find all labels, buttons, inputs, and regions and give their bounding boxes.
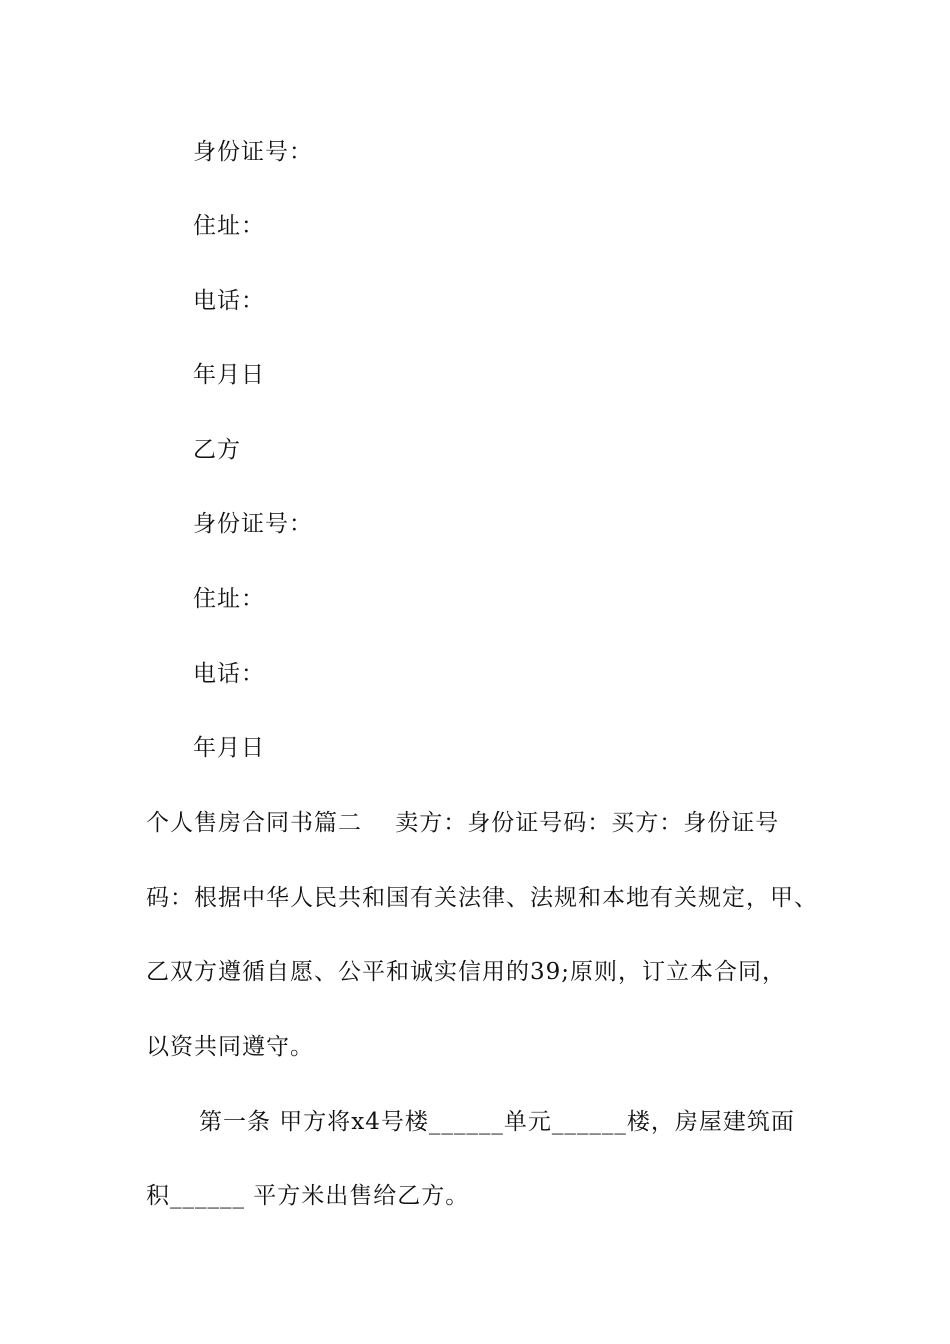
contract-two-line-4: 以资共同遵守。 <box>146 1034 314 1060</box>
party-a-address-label: 住址： <box>193 213 265 239</box>
article-one-line-1: 第一条 甲方将x4号楼______单元______楼，房屋建筑面 <box>199 1109 795 1135</box>
contract-two-line-1: 个人售房合同书篇二 卖方：身份证号码：买方：身份证号 <box>146 810 780 836</box>
party-a-phone-label: 电话： <box>193 288 265 314</box>
contract-two-line-2: 码：根据中华人民共和国有关法律、法规和本地有关规定，甲、 <box>146 885 818 911</box>
party-b-date-label: 年月日 <box>193 735 265 761</box>
contract-two-line-3: 乙双方遵循自愿、公平和诚实信用的39;原则，订立本合同， <box>146 959 787 985</box>
party-b-phone-label: 电话： <box>193 661 265 687</box>
party-b-id-number-label: 身份证号： <box>193 511 313 537</box>
party-b-address-label: 住址： <box>193 586 265 612</box>
party-a-date-label: 年月日 <box>193 362 265 388</box>
party-b-heading: 乙方 <box>193 437 241 463</box>
article-one-line-2: 积______ 平方米出售给乙方。 <box>146 1183 470 1209</box>
party-a-id-number-label: 身份证号： <box>193 139 313 165</box>
